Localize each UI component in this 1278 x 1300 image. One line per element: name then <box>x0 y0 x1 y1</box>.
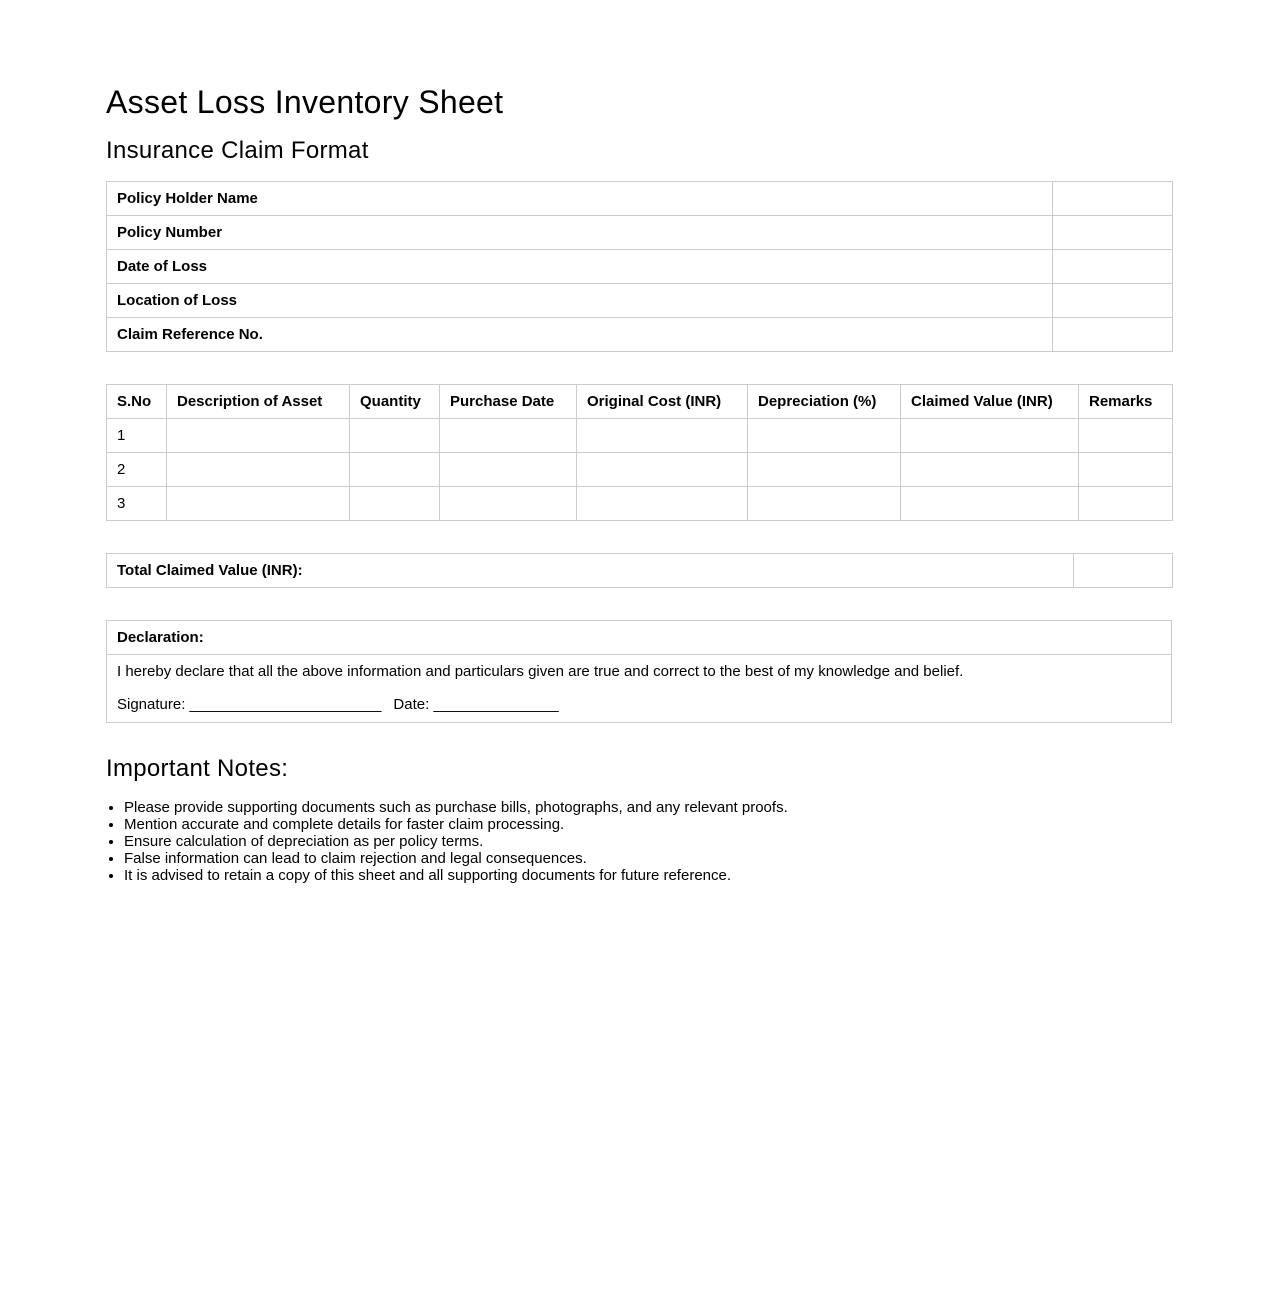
column-header-purchase-date: Purchase Date <box>440 385 577 419</box>
list-item: • False information can lead to claim rejection and legal consequences. <box>124 850 788 867</box>
page-title: Asset Loss Inventory Sheet <box>106 84 504 120</box>
list-item: • Mention accurate and complete details for faster claim processing. <box>124 816 788 833</box>
policy-info-row <box>107 318 1173 352</box>
claim-reference-value[interactable] <box>1053 318 1173 352</box>
declaration-box <box>106 620 1172 723</box>
quantity-cell[interactable] <box>350 487 440 521</box>
list-item: • It is advised to retain a copy of this sheet and all supporting documents for future reference. <box>124 867 788 884</box>
remarks-cell[interactable] <box>1079 419 1173 453</box>
list-item: • Please provide supporting documents such as purchase bills, photographs, and any relevant proofs. <box>124 799 788 816</box>
remarks-cell[interactable] <box>1079 487 1173 521</box>
original-cost-cell[interactable] <box>577 419 748 453</box>
description-cell[interactable] <box>167 419 350 453</box>
policy-holder-name-label: Policy Holder Name <box>107 182 1053 216</box>
column-header-depreciation: Depreciation (%) <box>748 385 901 419</box>
claimed-value-cell[interactable] <box>901 487 1079 521</box>
table-row <box>107 419 1173 453</box>
depreciation-cell[interactable] <box>748 487 901 521</box>
purchase-date-cell[interactable] <box>440 487 577 521</box>
sno-cell: 2 <box>107 453 167 487</box>
declaration-signature-line <box>107 688 1171 721</box>
sno-cell: 1 <box>107 419 167 453</box>
total-claimed-value[interactable] <box>1074 554 1173 588</box>
table-row <box>107 487 1173 521</box>
quantity-cell[interactable] <box>350 453 440 487</box>
column-header-original-cost: Original Cost (INR) <box>577 385 748 419</box>
column-header-sno: S.No <box>107 385 167 419</box>
date-field[interactable]: Date: _______________ <box>393 696 559 713</box>
date-of-loss-value[interactable] <box>1053 250 1173 284</box>
column-header-remarks: Remarks <box>1079 385 1173 419</box>
depreciation-cell[interactable] <box>748 453 901 487</box>
column-header-claimed-value: Claimed Value (INR) <box>901 385 1079 419</box>
depreciation-cell[interactable] <box>748 419 901 453</box>
claimed-value-cell[interactable] <box>901 419 1079 453</box>
column-header-quantity: Quantity <box>350 385 440 419</box>
location-of-loss-label: Location of Loss <box>107 284 1053 318</box>
policy-number-label: Policy Number <box>107 216 1053 250</box>
asset-loss-table <box>106 384 1173 521</box>
original-cost-cell[interactable] <box>577 453 748 487</box>
policy-number-value[interactable] <box>1053 216 1173 250</box>
declaration-heading: Declaration: <box>107 621 1171 655</box>
policy-info-table <box>106 181 1173 352</box>
policy-info-row <box>107 250 1173 284</box>
policy-holder-name-value[interactable] <box>1053 182 1173 216</box>
purchase-date-cell[interactable] <box>440 419 577 453</box>
column-header-description: Description of Asset <box>167 385 350 419</box>
purchase-date-cell[interactable] <box>440 453 577 487</box>
claimed-value-cell[interactable] <box>901 453 1079 487</box>
important-notes-list <box>106 799 788 884</box>
claim-reference-label: Claim Reference No. <box>107 318 1053 352</box>
asset-table-header-row <box>107 385 1173 419</box>
total-claimed-table <box>106 553 1173 588</box>
important-notes-title: Important Notes: <box>106 755 289 782</box>
date-of-loss-label: Date of Loss <box>107 250 1053 284</box>
description-cell[interactable] <box>167 487 350 521</box>
total-row <box>107 554 1173 588</box>
declaration-text: I hereby declare that all the above information and particulars given are true and correct to the best of my knowledge and belief. <box>117 663 964 680</box>
list-item: • Ensure calculation of depreciation as per policy terms. <box>124 833 788 850</box>
policy-info-row <box>107 182 1173 216</box>
page-subtitle: Insurance Claim Format <box>106 137 369 164</box>
original-cost-cell[interactable] <box>577 487 748 521</box>
sno-cell: 3 <box>107 487 167 521</box>
quantity-cell[interactable] <box>350 419 440 453</box>
location-of-loss-value[interactable] <box>1053 284 1173 318</box>
policy-info-row <box>107 284 1173 318</box>
policy-info-row <box>107 216 1173 250</box>
total-claimed-label: Total Claimed Value (INR): <box>107 554 1074 588</box>
description-cell[interactable] <box>167 453 350 487</box>
signature-field[interactable]: Signature: _______________________ <box>117 696 382 713</box>
table-row <box>107 453 1173 487</box>
remarks-cell[interactable] <box>1079 453 1173 487</box>
